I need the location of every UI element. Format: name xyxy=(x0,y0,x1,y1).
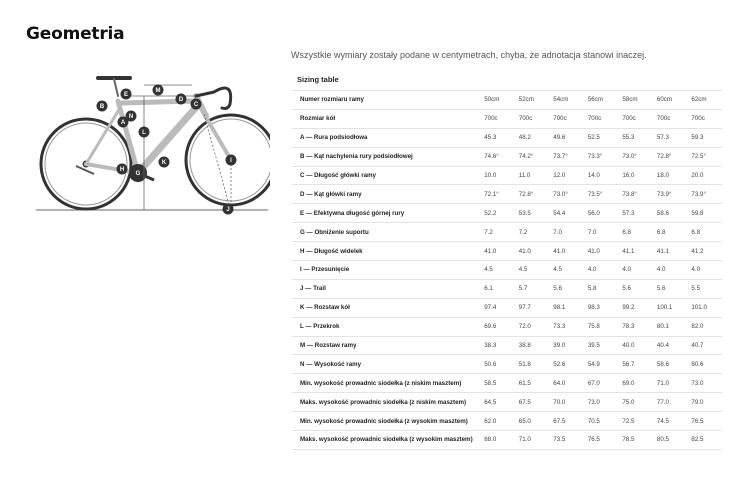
cell-value: 41.2 xyxy=(687,242,722,261)
table-row xyxy=(292,147,722,166)
cell-value: 75.0 xyxy=(618,393,653,412)
cell-value: 61.5 xyxy=(515,374,550,393)
cell-value: 39.5 xyxy=(584,336,619,355)
cell-value: 52.5 xyxy=(584,128,619,147)
cell-value: 53.5 xyxy=(515,204,550,223)
row-label: Min. wysokość prowadnic siodełka (z wysokim masztem) xyxy=(292,412,480,431)
cell-value: 20.0 xyxy=(687,166,722,185)
cell-value: 50cm xyxy=(480,91,515,110)
cell-value: 38.8 xyxy=(515,336,550,355)
table-row xyxy=(292,223,722,242)
cell-value: 56.0 xyxy=(584,204,619,223)
cell-value: 5.6 xyxy=(653,279,688,298)
page-title: Geometria xyxy=(26,24,125,44)
cell-value: 7.0 xyxy=(584,223,619,242)
cell-value: 100.1 xyxy=(653,298,688,317)
cell-value: 70.5 xyxy=(584,412,619,431)
cell-value: 73.0 xyxy=(584,393,619,412)
cell-value: 57.3 xyxy=(653,128,688,147)
row-label: Numer rozmiaru ramy xyxy=(292,91,480,110)
cell-value: 14.0 xyxy=(584,166,619,185)
marker-e-icon xyxy=(121,89,132,100)
cell-value: 58.6 xyxy=(653,355,688,374)
row-label: L — Przekrok xyxy=(292,317,480,336)
marker-l-icon xyxy=(139,127,150,138)
table-row xyxy=(292,166,722,185)
cell-value: 67.5 xyxy=(549,412,584,431)
cell-value: 40.4 xyxy=(653,336,688,355)
cell-value: 74.2° xyxy=(515,147,550,166)
cell-value: 58.6 xyxy=(653,204,688,223)
cell-value: 59.8 xyxy=(687,204,722,223)
cell-value: 72.8° xyxy=(653,147,688,166)
cell-value: 97.7 xyxy=(515,298,550,317)
cell-value: 72.5° xyxy=(687,147,722,166)
cell-value: 40.7 xyxy=(687,336,722,355)
cell-value: 41.1 xyxy=(618,242,653,261)
cell-value: 69.6 xyxy=(480,317,515,336)
cell-value: 41.0 xyxy=(549,242,584,261)
cell-value: 54cm xyxy=(549,91,584,110)
sizing-table xyxy=(292,90,722,450)
cell-value: 73.0° xyxy=(549,185,584,204)
row-label: J — Trail xyxy=(292,279,480,298)
marker-n-icon xyxy=(126,111,137,122)
cell-value: 6.8 xyxy=(618,223,653,242)
table-row xyxy=(292,393,722,412)
cell-value: 74.6° xyxy=(480,147,515,166)
table-row xyxy=(292,317,722,336)
cell-value: 56.7 xyxy=(618,355,653,374)
cell-value: 67.5 xyxy=(515,393,550,412)
cell-value: 700c xyxy=(549,109,584,128)
cell-value: 5.6 xyxy=(549,279,584,298)
row-label: H — Długość widelek xyxy=(292,242,480,261)
svg-text:B: B xyxy=(99,104,105,111)
table-row xyxy=(292,336,722,355)
cell-value: 5.6 xyxy=(618,279,653,298)
cell-value: 97.4 xyxy=(480,298,515,317)
table-row xyxy=(292,261,722,280)
cell-value: 68.0 xyxy=(480,431,515,450)
cell-value: 12.0 xyxy=(549,166,584,185)
cell-value: 64.5 xyxy=(480,393,515,412)
cell-value: 52.2 xyxy=(480,204,515,223)
cell-value: 45.3 xyxy=(480,128,515,147)
cell-value: 79.0 xyxy=(687,393,722,412)
cell-value: 69.0 xyxy=(618,374,653,393)
cell-value: 58cm xyxy=(618,91,653,110)
cell-value: 64.0 xyxy=(549,374,584,393)
cell-value: 78.5 xyxy=(618,431,653,450)
cell-value: 60cm xyxy=(653,91,688,110)
cell-value: 39.0 xyxy=(549,336,584,355)
cell-value: 62.0 xyxy=(480,412,515,431)
row-label: G — Obniżenie suportu xyxy=(292,223,480,242)
row-label: Rozmiar kół xyxy=(292,109,480,128)
marker-h-icon xyxy=(117,164,128,175)
svg-text:M: M xyxy=(155,88,161,95)
cell-value: 62cm xyxy=(687,91,722,110)
cell-value: 98.1 xyxy=(549,298,584,317)
bike-geometry-diagram xyxy=(34,74,270,219)
cell-value: 78.3 xyxy=(618,317,653,336)
cell-value: 5.8 xyxy=(584,279,619,298)
table-row xyxy=(292,128,722,147)
cell-value: 7.2 xyxy=(480,223,515,242)
cell-value: 73.5° xyxy=(584,185,619,204)
cell-value: 98.3 xyxy=(584,298,619,317)
cell-value: 5.7 xyxy=(515,279,550,298)
cell-value: 73.9° xyxy=(687,185,722,204)
table-row xyxy=(292,242,722,261)
cell-value: 70.0 xyxy=(549,393,584,412)
cell-value: 16.0 xyxy=(618,166,653,185)
cell-value: 58.5 xyxy=(480,374,515,393)
cell-value: 700c xyxy=(515,109,550,128)
svg-text:H: H xyxy=(119,167,125,174)
table-header-row xyxy=(292,91,722,110)
svg-text:K: K xyxy=(161,160,167,167)
cell-value: 72.1° xyxy=(480,185,515,204)
cell-value: 52cm xyxy=(515,91,550,110)
cell-value: 72.8° xyxy=(515,185,550,204)
cell-value: 74.5 xyxy=(653,412,688,431)
marker-k-icon xyxy=(159,157,170,168)
cell-value: 101.0 xyxy=(687,298,722,317)
cell-value: 82.0 xyxy=(687,317,722,336)
cell-value: 56cm xyxy=(584,91,619,110)
svg-text:G: G xyxy=(135,171,141,178)
row-label: B — Kąt nachylenia rury podsiodłowej xyxy=(292,147,480,166)
cell-value: 51.8 xyxy=(515,355,550,374)
table-row xyxy=(292,431,722,450)
cell-value: 5.5 xyxy=(687,279,722,298)
marker-c-icon xyxy=(191,99,202,110)
cell-value: 54.9 xyxy=(584,355,619,374)
cell-value: 700c xyxy=(618,109,653,128)
svg-text:N: N xyxy=(128,114,134,121)
cell-value: 77.0 xyxy=(653,393,688,412)
cell-value: 57.3 xyxy=(618,204,653,223)
cell-value: 4.5 xyxy=(549,261,584,280)
table-row xyxy=(292,109,722,128)
cell-value: 4.5 xyxy=(515,261,550,280)
cell-value: 71.0 xyxy=(515,431,550,450)
cell-value: 6.8 xyxy=(653,223,688,242)
measurement-note: Wszystkie wymiary zostały podane w centymetrach, chyba, że adnotacja stanowi inaczej. xyxy=(291,50,647,60)
row-label: A — Rura podsiodłowa xyxy=(292,128,480,147)
marker-i-icon xyxy=(226,155,237,166)
marker-m-icon xyxy=(153,85,164,96)
cell-value: 18.0 xyxy=(653,166,688,185)
svg-text:I: I xyxy=(230,158,232,165)
cell-value: 82.5 xyxy=(687,431,722,450)
cell-value: 72.5 xyxy=(618,412,653,431)
row-label: E — Efektywna długość górnej rury xyxy=(292,204,480,223)
cell-value: 4.0 xyxy=(687,261,722,280)
table-row xyxy=(292,412,722,431)
svg-text:L: L xyxy=(142,130,146,137)
cell-value: 99.2 xyxy=(618,298,653,317)
cell-value: 55.3 xyxy=(618,128,653,147)
cell-value: 49.6 xyxy=(549,128,584,147)
cell-value: 73.5 xyxy=(549,431,584,450)
cell-value: 700c xyxy=(480,109,515,128)
sizing-table-title: Sizing table xyxy=(297,75,339,84)
cell-value: 72.0 xyxy=(515,317,550,336)
cell-value: 7.0 xyxy=(549,223,584,242)
cell-value: 6.1 xyxy=(480,279,515,298)
cell-value: 700c xyxy=(687,109,722,128)
svg-text:E: E xyxy=(123,92,129,99)
bike-frame xyxy=(86,96,231,173)
svg-text:A: A xyxy=(120,120,126,127)
cell-value: 75.8 xyxy=(584,317,619,336)
cell-value: 4.0 xyxy=(584,261,619,280)
cell-value: 700c xyxy=(653,109,688,128)
cell-value: 41.1 xyxy=(653,242,688,261)
cell-value: 4.0 xyxy=(618,261,653,280)
cell-value: 67.0 xyxy=(584,374,619,393)
cell-value: 4.5 xyxy=(480,261,515,280)
cell-value: 48.2 xyxy=(515,128,550,147)
row-label: Maks. wysokość prowadnic siodełka (z wysokim masztem) xyxy=(292,431,480,450)
cell-value: 73.0 xyxy=(687,374,722,393)
cell-value: 52.6 xyxy=(549,355,584,374)
cell-value: 10.0 xyxy=(480,166,515,185)
marker-d-icon xyxy=(176,94,187,105)
svg-text:D: D xyxy=(178,97,184,104)
cell-value: 73.0° xyxy=(618,147,653,166)
cell-value: 41.0 xyxy=(480,242,515,261)
cell-value: 700c xyxy=(584,109,619,128)
row-label: I — Przesunięcie xyxy=(292,261,480,280)
table-row xyxy=(292,185,722,204)
cell-value: 73.7° xyxy=(549,147,584,166)
cell-value: 76.5 xyxy=(687,412,722,431)
cell-value: 71.0 xyxy=(653,374,688,393)
table-row xyxy=(292,204,722,223)
cell-value: 59.3 xyxy=(687,128,722,147)
cell-value: 80.1 xyxy=(653,317,688,336)
marker-g-icon xyxy=(133,168,144,179)
cell-value: 76.5 xyxy=(584,431,619,450)
table-row xyxy=(292,374,722,393)
cell-value: 60.6 xyxy=(687,355,722,374)
row-label: C — Długość główki ramy xyxy=(292,166,480,185)
row-label: K — Rozstaw kół xyxy=(292,298,480,317)
row-label: D — Kąt główki ramy xyxy=(292,185,480,204)
cell-value: 50.6 xyxy=(480,355,515,374)
cell-value: 6.8 xyxy=(687,223,722,242)
cell-value: 7.2 xyxy=(515,223,550,242)
cell-value: 4.0 xyxy=(653,261,688,280)
cell-value: 73.3° xyxy=(584,147,619,166)
table-row xyxy=(292,298,722,317)
cell-value: 40.0 xyxy=(618,336,653,355)
table-row xyxy=(292,279,722,298)
cell-value: 54.4 xyxy=(549,204,584,223)
marker-j-icon xyxy=(223,204,234,215)
cell-value: 65.0 xyxy=(515,412,550,431)
cell-value: 38.3 xyxy=(480,336,515,355)
cell-value: 80.5 xyxy=(653,431,688,450)
cell-value: 73.9° xyxy=(653,185,688,204)
cell-value: 73.3 xyxy=(549,317,584,336)
cell-value: 11.0 xyxy=(515,166,550,185)
cell-value: 41.0 xyxy=(584,242,619,261)
svg-text:C: C xyxy=(193,102,199,109)
row-label: N — Wysokość ramy xyxy=(292,355,480,374)
row-label: Maks. wysokość prowadnic siodełka (z niskim masztem) xyxy=(292,393,480,412)
svg-text:J: J xyxy=(226,207,230,214)
marker-b-icon xyxy=(97,101,108,112)
cell-value: 73.8° xyxy=(618,185,653,204)
table-row xyxy=(292,355,722,374)
row-label: M — Rozstaw ramy xyxy=(292,336,480,355)
cell-value: 41.0 xyxy=(515,242,550,261)
row-label: Min. wysokość prowadnic siodełka (z niskim masztem) xyxy=(292,374,480,393)
